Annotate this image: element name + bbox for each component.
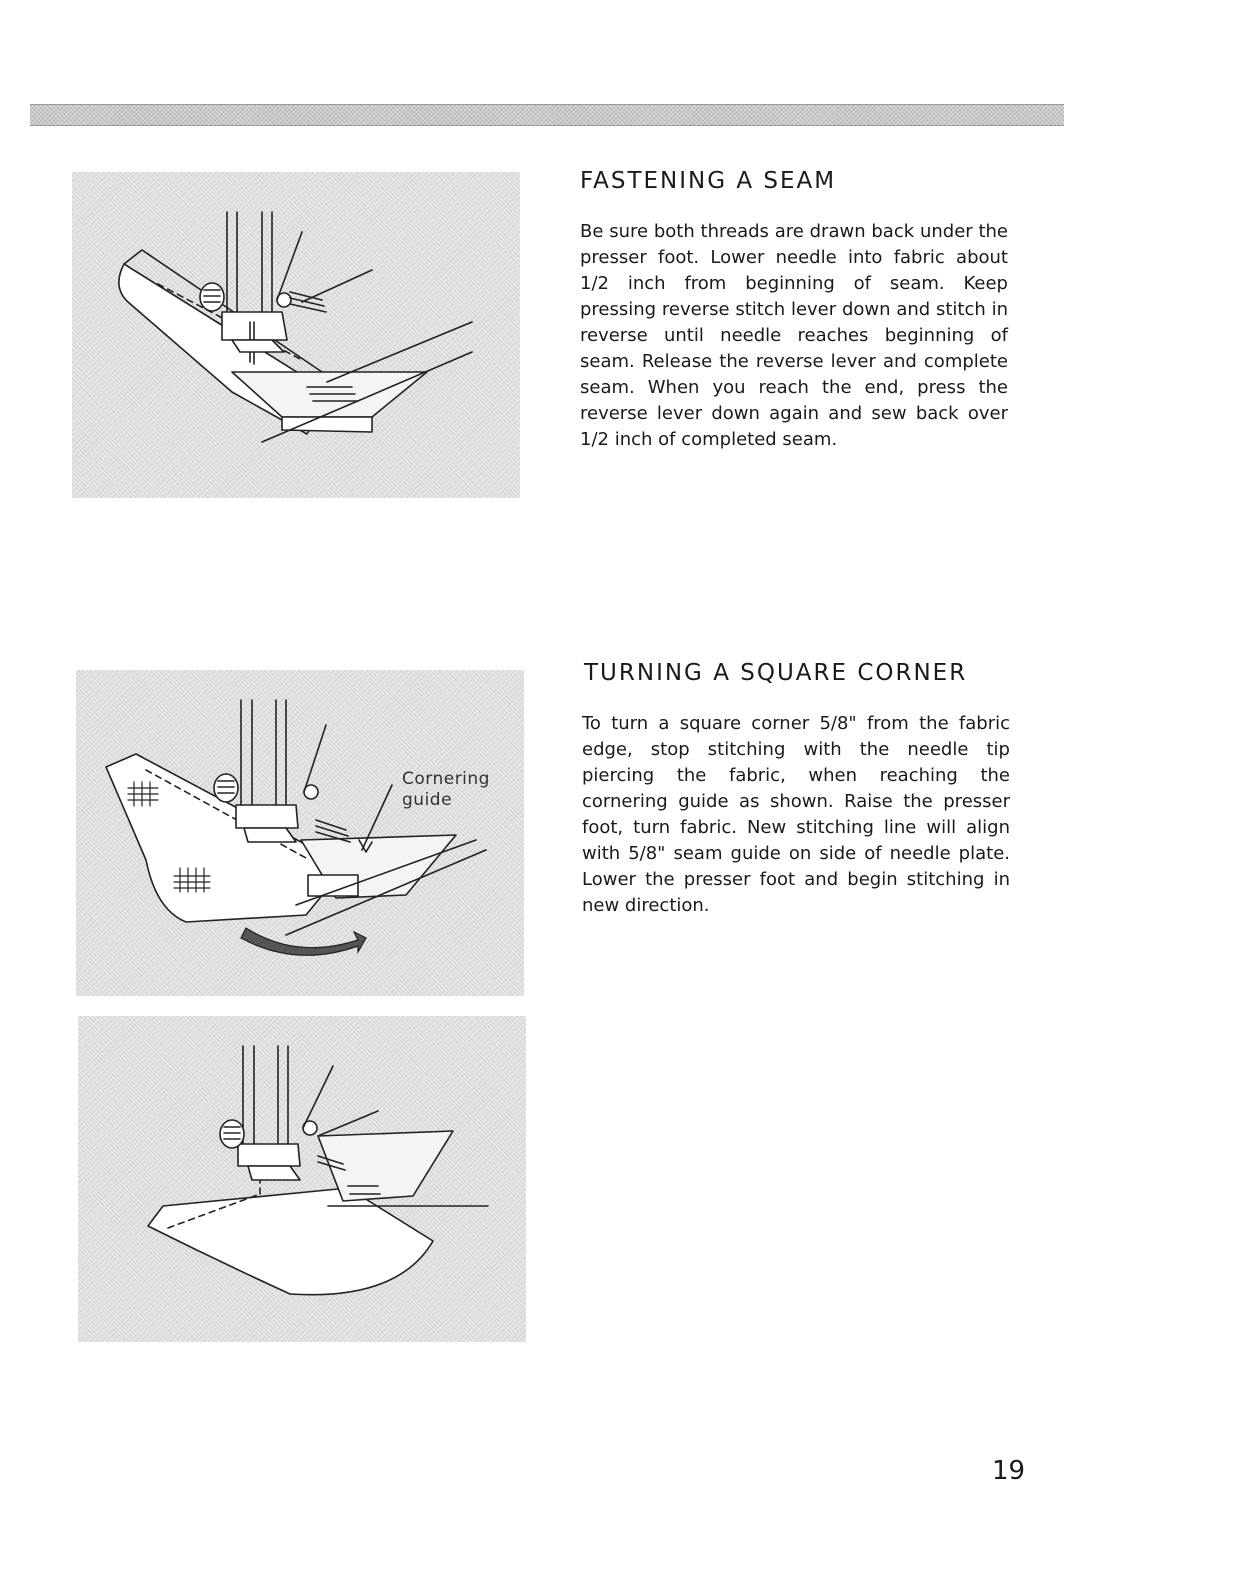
turn-direction-arrow-icon <box>241 928 366 955</box>
cornering-guide-label <box>402 769 490 811</box>
page-number: 19 <box>992 1456 1026 1486</box>
fastening-seam-title: FASTENING A SEAM <box>580 168 837 194</box>
sewing-machine-foot-drawing <box>72 172 520 498</box>
header-rule <box>30 104 1064 126</box>
cornering-label-line2: guide <box>402 790 453 810</box>
new-stitching-direction-drawing <box>78 1016 526 1342</box>
new-direction-illustration <box>78 1016 526 1342</box>
turning-corner-title: TURNING A SQUARE CORNER <box>584 660 968 686</box>
turning-corner-illustration <box>76 670 524 996</box>
fastening-seam-text: Be sure both threads are drawn back under the presser foot. Lower needle into fabric about 1/2 inch from beginning of seam. Keep pressing reverse stitch lever down and stitch in reverse until needle reaches beginning of seam. Release the reverse lever and complete seam. When you reach the end, press the reverse lever down again and sew back over 1/2 inch of completed seam. <box>580 221 1008 450</box>
cornering-guide-drawing <box>76 670 524 996</box>
turning-corner-text: To turn a square corner 5/8" from the fabric edge, stop stitching with the needle tip piercing the fabric, when reaching the cornering guide as shown. Raise the presser foot, turn fabric. New stitching line will align with 5/8" seam guide on side of needle plate. Lower the presser foot and begin stitching in new direction. <box>582 713 1010 916</box>
fastening-seam-illustration <box>72 172 520 498</box>
cornering-label-line1: Cornering <box>402 769 490 789</box>
